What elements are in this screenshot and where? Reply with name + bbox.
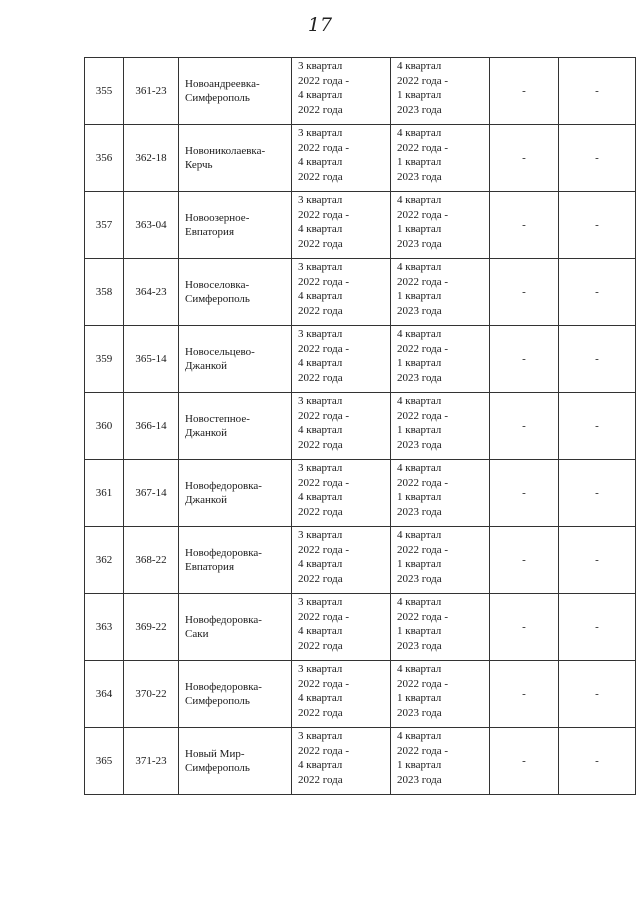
route-name-cell-line: Новостепное- <box>185 412 250 425</box>
dash-cell: - <box>559 326 636 393</box>
page-number: 17 <box>307 14 333 36</box>
dash-cell: - <box>559 192 636 259</box>
route-code-cell: 369-22 <box>124 594 179 661</box>
route-code-cell: 370-22 <box>124 661 179 728</box>
route-name-cell-line: Евпатория <box>185 561 235 573</box>
start-period-cell-line: 3 квартал <box>298 194 343 206</box>
start-period-cell-line: 4 квартал <box>298 357 343 369</box>
start-period-cell-line: 3 квартал <box>298 730 343 742</box>
route-name-cell-line: Саки <box>185 628 209 640</box>
table-row <box>85 594 636 661</box>
table-row <box>85 58 636 125</box>
end-period-cell-line: 2023 года <box>397 237 442 250</box>
start-period-cell-line: 3 квартал <box>298 462 343 474</box>
start-period-cell-line: 2022 года - <box>298 275 350 288</box>
end-period-cell-line: 2023 года <box>397 170 442 183</box>
route-name-cell <box>179 661 292 728</box>
route-name-cell <box>179 259 292 326</box>
start-period-cell-line: 4 квартал <box>298 156 343 168</box>
dash-cell: - <box>559 58 636 125</box>
start-period-cell-line: 3 квартал <box>298 395 343 407</box>
dash-cell: - <box>559 259 636 326</box>
start-period-cell-line: 2022 года <box>298 706 343 719</box>
start-period-cell-line: 3 квартал <box>298 596 343 608</box>
end-period-cell-line: 4 квартал <box>397 730 442 742</box>
end-period-cell-line: 2022 года - <box>397 74 449 87</box>
route-code-cell: 368-22 <box>124 527 179 594</box>
end-period-cell-line: 4 квартал <box>397 261 442 273</box>
end-period-cell-line: 1 квартал <box>397 89 442 101</box>
start-period-cell-line: 3 квартал <box>298 261 343 273</box>
route-code-cell: 363-04 <box>124 192 179 259</box>
start-period-cell-line: 2022 года <box>298 438 343 451</box>
table-row <box>85 259 636 326</box>
end-period-cell-line: 2022 года - <box>397 543 449 556</box>
route-code-cell: 365-14 <box>124 326 179 393</box>
route-name-cell-line: Новофедоровка- <box>185 680 262 693</box>
end-period-cell-line: 2023 года <box>397 706 442 719</box>
end-period-cell <box>391 594 490 661</box>
table-row <box>85 125 636 192</box>
end-period-cell-line: 2023 года <box>397 639 442 652</box>
table-row <box>85 527 636 594</box>
start-period-cell-line: 2022 года - <box>298 342 350 355</box>
route-name-cell-line: Симферополь <box>185 293 250 305</box>
dash-cell: - <box>559 460 636 527</box>
end-period-cell-line: 2022 года - <box>397 275 449 288</box>
end-period-cell-line: 4 квартал <box>397 194 442 206</box>
row-number-cell: 363 <box>85 594 124 661</box>
end-period-cell-line: 2023 года <box>397 371 442 384</box>
route-code-cell: 364-23 <box>124 259 179 326</box>
end-period-cell-line: 1 квартал <box>397 424 442 436</box>
dash-cell: - <box>559 527 636 594</box>
start-period-cell <box>292 728 391 795</box>
route-name-cell-line: Новоозерное- <box>185 211 250 224</box>
end-period-cell-line: 2023 года <box>397 572 442 585</box>
end-period-cell <box>391 393 490 460</box>
row-number-cell: 361 <box>85 460 124 527</box>
dash-cell: - <box>490 728 559 795</box>
start-period-cell-line: 3 квартал <box>298 328 343 340</box>
end-period-cell-line: 1 квартал <box>397 223 442 235</box>
route-name-cell-line: Симферополь <box>185 92 250 104</box>
row-number-cell: 355 <box>85 58 124 125</box>
dash-cell: - <box>559 594 636 661</box>
end-period-cell <box>391 661 490 728</box>
dash-cell: - <box>490 192 559 259</box>
end-period-cell <box>391 125 490 192</box>
start-period-cell-line: 2022 года - <box>298 141 350 154</box>
start-period-cell-line: 2022 года - <box>298 744 350 757</box>
start-period-cell-line: 3 квартал <box>298 127 343 139</box>
table-row <box>85 661 636 728</box>
route-name-cell <box>179 728 292 795</box>
start-period-cell-line: 2022 года <box>298 371 343 384</box>
route-code-cell: 366-14 <box>124 393 179 460</box>
table-row <box>85 393 636 460</box>
end-period-cell-line: 2022 года - <box>397 476 449 489</box>
route-name-cell <box>179 460 292 527</box>
dash-cell: - <box>559 728 636 795</box>
end-period-cell-line: 1 квартал <box>397 558 442 570</box>
end-period-cell-line: 2022 года - <box>397 744 449 757</box>
route-schedule-table <box>84 57 636 795</box>
start-period-cell-line: 2022 года - <box>298 74 350 87</box>
dash-cell: - <box>490 326 559 393</box>
start-period-cell <box>292 58 391 125</box>
route-name-cell <box>179 192 292 259</box>
table-row <box>85 460 636 527</box>
dash-cell: - <box>559 393 636 460</box>
end-period-cell <box>391 259 490 326</box>
row-number-cell: 365 <box>85 728 124 795</box>
start-period-cell-line: 3 квартал <box>298 529 343 541</box>
route-name-cell-line: Новониколаевка- <box>185 144 266 157</box>
end-period-cell-line: 4 квартал <box>397 395 442 407</box>
start-period-cell-line: 4 квартал <box>298 89 343 101</box>
end-period-cell-line: 1 квартал <box>397 625 442 637</box>
dash-cell: - <box>490 460 559 527</box>
route-name-cell-line: Новоандреевка- <box>185 77 260 90</box>
end-period-cell-line: 4 квартал <box>397 462 442 474</box>
start-period-cell-line: 3 квартал <box>298 663 343 675</box>
end-period-cell-line: 2022 года - <box>397 409 449 422</box>
row-number-cell: 364 <box>85 661 124 728</box>
route-name-cell-line: Джанкой <box>185 494 228 506</box>
row-number-cell: 356 <box>85 125 124 192</box>
row-number-cell: 359 <box>85 326 124 393</box>
end-period-cell-line: 1 квартал <box>397 357 442 369</box>
dash-cell: - <box>559 661 636 728</box>
route-name-cell-line: Джанкой <box>185 427 228 439</box>
start-period-cell-line: 3 квартал <box>298 60 343 72</box>
start-period-cell-line: 2022 года - <box>298 409 350 422</box>
table-row <box>85 728 636 795</box>
start-period-cell-line: 4 квартал <box>298 692 343 704</box>
route-name-cell <box>179 125 292 192</box>
table-body <box>85 58 636 795</box>
start-period-cell-line: 4 квартал <box>298 424 343 436</box>
route-code-cell: 361-23 <box>124 58 179 125</box>
dash-cell: - <box>490 594 559 661</box>
start-period-cell-line: 2022 года - <box>298 208 350 221</box>
start-period-cell-line: 4 квартал <box>298 223 343 235</box>
route-name-cell <box>179 594 292 661</box>
route-name-cell-line: Новый Мир- <box>185 747 245 760</box>
row-number-cell: 357 <box>85 192 124 259</box>
route-name-cell-line: Симферополь <box>185 695 250 707</box>
row-number-cell: 360 <box>85 393 124 460</box>
dash-cell: - <box>490 259 559 326</box>
start-period-cell-line: 4 квартал <box>298 491 343 503</box>
route-name-cell-line: Новофедоровка- <box>185 613 262 626</box>
dash-cell: - <box>490 527 559 594</box>
end-period-cell-line: 1 квартал <box>397 491 442 503</box>
end-period-cell <box>391 460 490 527</box>
start-period-cell-line: 4 квартал <box>298 759 343 771</box>
end-period-cell <box>391 527 490 594</box>
end-period-cell-line: 1 квартал <box>397 759 442 771</box>
start-period-cell-line: 4 квартал <box>298 290 343 302</box>
route-name-cell-line: Новоселовка- <box>185 278 250 291</box>
route-name-cell-line: Новофедоровка- <box>185 479 262 492</box>
route-name-cell <box>179 58 292 125</box>
route-name-cell-line: Симферополь <box>185 762 250 774</box>
table-row <box>85 326 636 393</box>
end-period-cell <box>391 326 490 393</box>
end-period-cell-line: 2023 года <box>397 103 442 116</box>
end-period-cell-line: 2022 года - <box>397 342 449 355</box>
route-name-cell-line: Джанкой <box>185 360 228 372</box>
end-period-cell-line: 4 квартал <box>397 596 442 608</box>
dash-cell: - <box>490 393 559 460</box>
start-period-cell-line: 2022 года - <box>298 476 350 489</box>
end-period-cell-line: 2022 года - <box>397 208 449 221</box>
route-code-cell: 371-23 <box>124 728 179 795</box>
route-code-cell: 367-14 <box>124 460 179 527</box>
end-period-cell-line: 4 квартал <box>397 529 442 541</box>
end-period-cell-line: 4 квартал <box>397 328 442 340</box>
end-period-cell-line: 4 квартал <box>397 60 442 72</box>
route-name-cell-line: Новофедоровка- <box>185 546 262 559</box>
route-name-cell-line: Евпатория <box>185 226 235 238</box>
end-period-cell-line: 4 квартал <box>397 127 442 139</box>
end-period-cell-line: 1 квартал <box>397 156 442 168</box>
start-period-cell-line: 4 квартал <box>298 558 343 570</box>
start-period-cell <box>292 527 391 594</box>
route-name-cell <box>179 393 292 460</box>
table-row <box>85 192 636 259</box>
end-period-cell-line: 2023 года <box>397 773 442 786</box>
start-period-cell-line: 2022 года <box>298 505 343 518</box>
start-period-cell <box>292 192 391 259</box>
start-period-cell <box>292 326 391 393</box>
start-period-cell-line: 2022 года <box>298 639 343 652</box>
start-period-cell <box>292 661 391 728</box>
start-period-cell <box>292 393 391 460</box>
row-number-cell: 362 <box>85 527 124 594</box>
end-period-cell-line: 1 квартал <box>397 692 442 704</box>
start-period-cell-line: 2022 года <box>298 773 343 786</box>
start-period-cell <box>292 460 391 527</box>
start-period-cell-line: 4 квартал <box>298 625 343 637</box>
dash-cell: - <box>490 125 559 192</box>
end-period-cell-line: 2023 года <box>397 438 442 451</box>
start-period-cell <box>292 259 391 326</box>
end-period-cell-line: 4 квартал <box>397 663 442 675</box>
start-period-cell <box>292 125 391 192</box>
end-period-cell-line: 1 квартал <box>397 290 442 302</box>
row-number-cell: 358 <box>85 259 124 326</box>
start-period-cell-line: 2022 года <box>298 103 343 116</box>
end-period-cell-line: 2023 года <box>397 505 442 518</box>
end-period-cell-line: 2022 года - <box>397 610 449 623</box>
start-period-cell-line: 2022 года - <box>298 677 350 690</box>
end-period-cell <box>391 728 490 795</box>
dash-cell: - <box>559 125 636 192</box>
route-name-cell <box>179 326 292 393</box>
start-period-cell-line: 2022 года <box>298 572 343 585</box>
route-name-cell-line: Керчь <box>185 159 213 171</box>
end-period-cell-line: 2022 года - <box>397 141 449 154</box>
end-period-cell-line: 2023 года <box>397 304 442 317</box>
start-period-cell <box>292 594 391 661</box>
dash-cell: - <box>490 661 559 728</box>
end-period-cell <box>391 192 490 259</box>
start-period-cell-line: 2022 года <box>298 170 343 183</box>
dash-cell: - <box>490 58 559 125</box>
start-period-cell-line: 2022 года - <box>298 543 350 556</box>
end-period-cell <box>391 58 490 125</box>
end-period-cell-line: 2022 года - <box>397 677 449 690</box>
route-code-cell: 362-18 <box>124 125 179 192</box>
start-period-cell-line: 2022 года - <box>298 610 350 623</box>
start-period-cell-line: 2022 года <box>298 304 343 317</box>
route-name-cell <box>179 527 292 594</box>
start-period-cell-line: 2022 года <box>298 237 343 250</box>
route-name-cell-line: Новосельцево- <box>185 345 255 358</box>
